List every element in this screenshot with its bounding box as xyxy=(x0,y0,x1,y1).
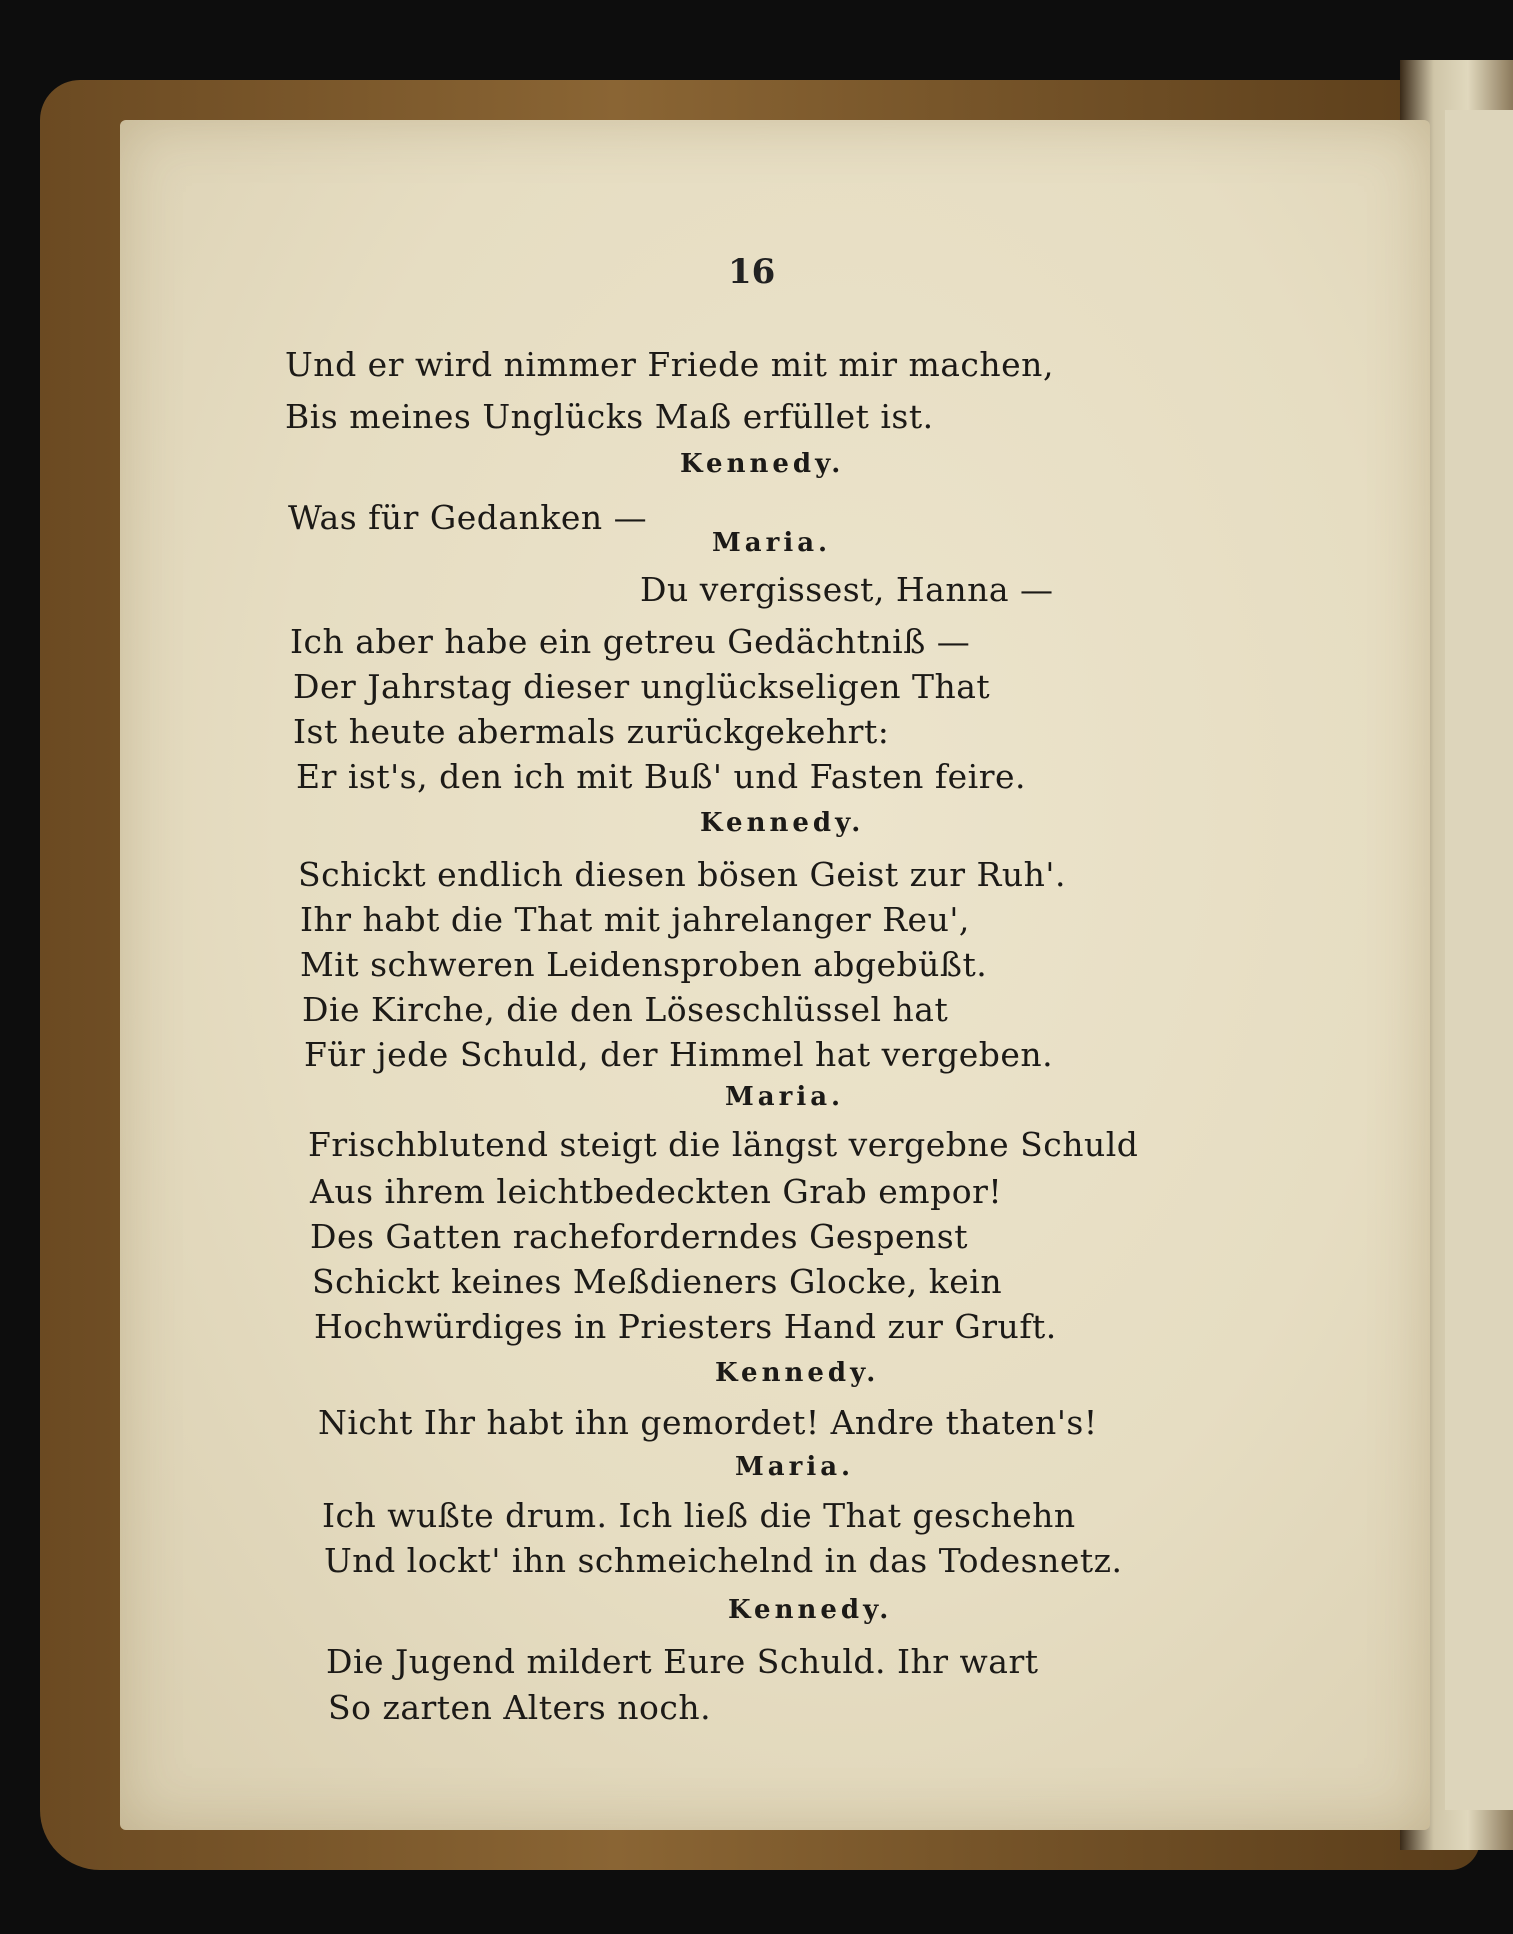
verse-line: Des Gatten racheforderndes Gespenst xyxy=(310,1217,969,1256)
speaker-name: Kennedy. xyxy=(680,449,845,479)
verse-line: So zarten Alters noch. xyxy=(328,1688,712,1727)
verse-line: Du vergissest, Hanna — xyxy=(640,570,1054,609)
verse-line: Nicht Ihr habt ihn gemordet! Andre thaten's! xyxy=(318,1403,1098,1442)
verse-line: Schickt endlich diesen bösen Geist zur Ruh'. xyxy=(298,855,1066,894)
speaker-name: Maria. xyxy=(735,1452,855,1482)
speaker-name: Kennedy. xyxy=(728,1595,893,1625)
verse-line: Für jede Schuld, der Himmel hat vergeben. xyxy=(304,1035,1054,1074)
page-number: 16 xyxy=(728,252,776,292)
verse-line: Er ist's, den ich mit Buß' und Fasten feire. xyxy=(296,757,1026,796)
verse-line: Und lockt' ihn schmeichelnd in das Todesnetz. xyxy=(324,1541,1123,1580)
speaker-name: Maria. xyxy=(725,1082,845,1112)
verse-line: Ich aber habe ein getreu Gedächtniß — xyxy=(290,622,971,661)
verse-line: Hochwürdiges in Priesters Hand zur Gruft. xyxy=(314,1307,1057,1346)
verse-line: Bis meines Unglücks Maß erfüllet ist. xyxy=(285,397,934,436)
verse-line: Ihr habt die That mit jahrelanger Reu', xyxy=(300,900,970,939)
verse-line: Was für Gedanken — xyxy=(288,498,648,537)
verse-line: Der Jahrstag dieser unglückseligen That xyxy=(293,667,991,706)
speaker-name: Maria. xyxy=(712,528,832,558)
verse-line: Ich wußte drum. Ich ließ die That geschehn xyxy=(322,1496,1076,1535)
speaker-name: Kennedy. xyxy=(715,1358,880,1388)
verse-line: Schickt keines Meßdieners Glocke, kein xyxy=(312,1262,1003,1301)
verse-line: Mit schweren Leidensproben abgebüßt. xyxy=(300,945,988,984)
verse-line: Die Kirche, die den Löseschlüssel hat xyxy=(302,990,949,1029)
verse-line: Und er wird nimmer Friede mit mir machen, xyxy=(285,345,1054,384)
speaker-name: Kennedy. xyxy=(700,808,865,838)
verse-line: Frischblutend steigt die längst vergebne Schuld xyxy=(308,1125,1139,1164)
verse-line: Aus ihrem leichtbedeckten Grab empor! xyxy=(310,1172,1003,1211)
verse-line: Die Jugend mildert Eure Schuld. Ihr wart xyxy=(326,1642,1039,1681)
verse-line: Ist heute abermals zurückgekehrt: xyxy=(293,712,890,751)
